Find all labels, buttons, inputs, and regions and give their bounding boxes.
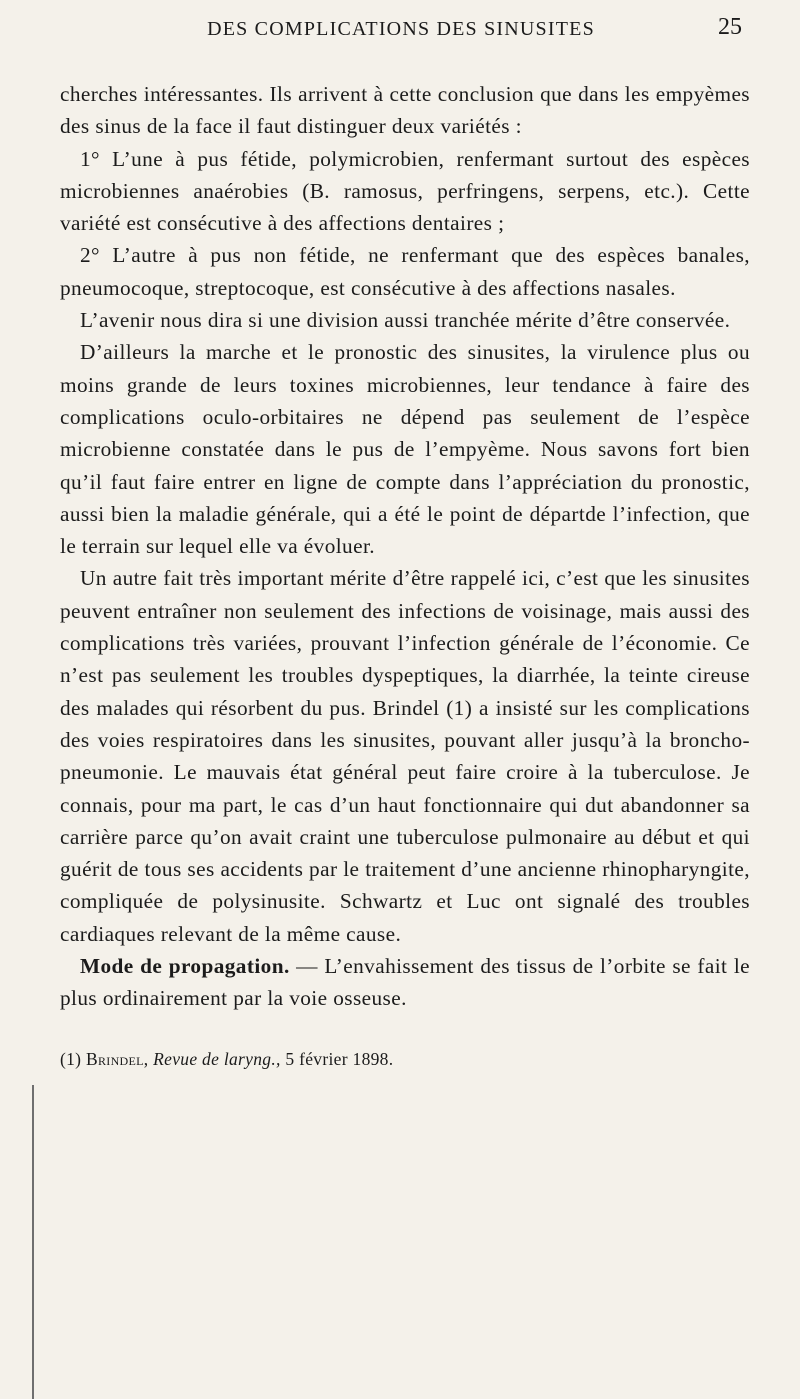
paragraph-future: L’avenir nous dira si une division aussi tranchée mérite d’être conservée. [80, 308, 731, 333]
running-head [60, 8, 742, 44]
paragraph-complications: Un autre fait très important mérite d’être rappelé ici, c’est que les sinusites peuvent entraîner non seulement des infections de voisinage, mais aussi des complications très variées, prouvant l’infection générale de l’économie. Ce n’est pas seulement les troubles dyspeptiques, la diarrhée, la teinte cireuse des malades qui résorbent du pus. Brindel (1) a insisté sur les complications des voies respiratoires dans les sinusites, pouvant aller jusqu’à la broncho-pneumonie. Le mauvais état général peut faire croire à la tuberculose. Je connais, pour ma part, le cas d’un haut fonctionnaire qui dut abandonner sa carrière parce qu’on avait craint une tuberculose pulmonaire au début et qui guérit de tous ses accidents par le traitement d’une ancienne rhinopharyngite, compliquée de polysinusite. Schwartz et Luc ont signalé des troubles cardiaques relevant de la même cause. [60, 566, 750, 946]
page-number: 25 [718, 14, 742, 40]
footnote [60, 1049, 750, 1070]
paragraph-continuation: cherches intéressantes. Ils arrivent à cette conclusion que dans les empyèmes des sinus de la face il faut distinguer deux variétés : [60, 82, 750, 139]
footnote-journal: Revue de laryng., [153, 1049, 281, 1069]
footnote-date: 5 février 1898. [285, 1049, 394, 1069]
body-text [60, 78, 750, 1015]
paragraph-propagation [60, 950, 750, 1015]
running-title: DES COMPLICATIONS DES SINUSITES [207, 18, 595, 40]
footnote-marker: (1) [60, 1049, 82, 1069]
scan-edge-line [32, 1085, 34, 1399]
paragraph-prognosis: D’ailleurs la marche et le pronostic des sinusites, la virulence plus ou moins grande de leurs toxines microbiennes, leur tendance à faire des complications oculo-orbitaires ne dépend pas seulement de l’espèce microbienne constatée dans le pus de l’empyème. Nous savons fort bien qu’il faut faire entrer en ligne de compte dans l’appréciation du pronostic, aussi bien la maladie générale, qui a été le point de départde l’infection, que le terrain sur lequel elle va évoluer. [60, 340, 750, 559]
paragraph-variety-two: 2° L’autre à pus non fétide, ne renfermant que des espèces banales, pneumocoque, streptocoque, est consécutive à des affections nasales. [60, 243, 750, 300]
paragraph-variety-one: 1° L’une à pus fétide, polymicrobien, renfermant surtout des espèces microbiennes anaérobies (B. ramosus, perfringens, serpens, etc.). Cette variété est consécutive à des affections dentaires ; [60, 146, 750, 236]
propagation-text: — L’envahissement des tissus de l’orbite se fait le plus ordinairement par la voie osseuse. [60, 954, 750, 1011]
section-heading-propagation: Mode de propagation. [80, 954, 290, 979]
footnote-author: Brindel, [86, 1049, 149, 1069]
